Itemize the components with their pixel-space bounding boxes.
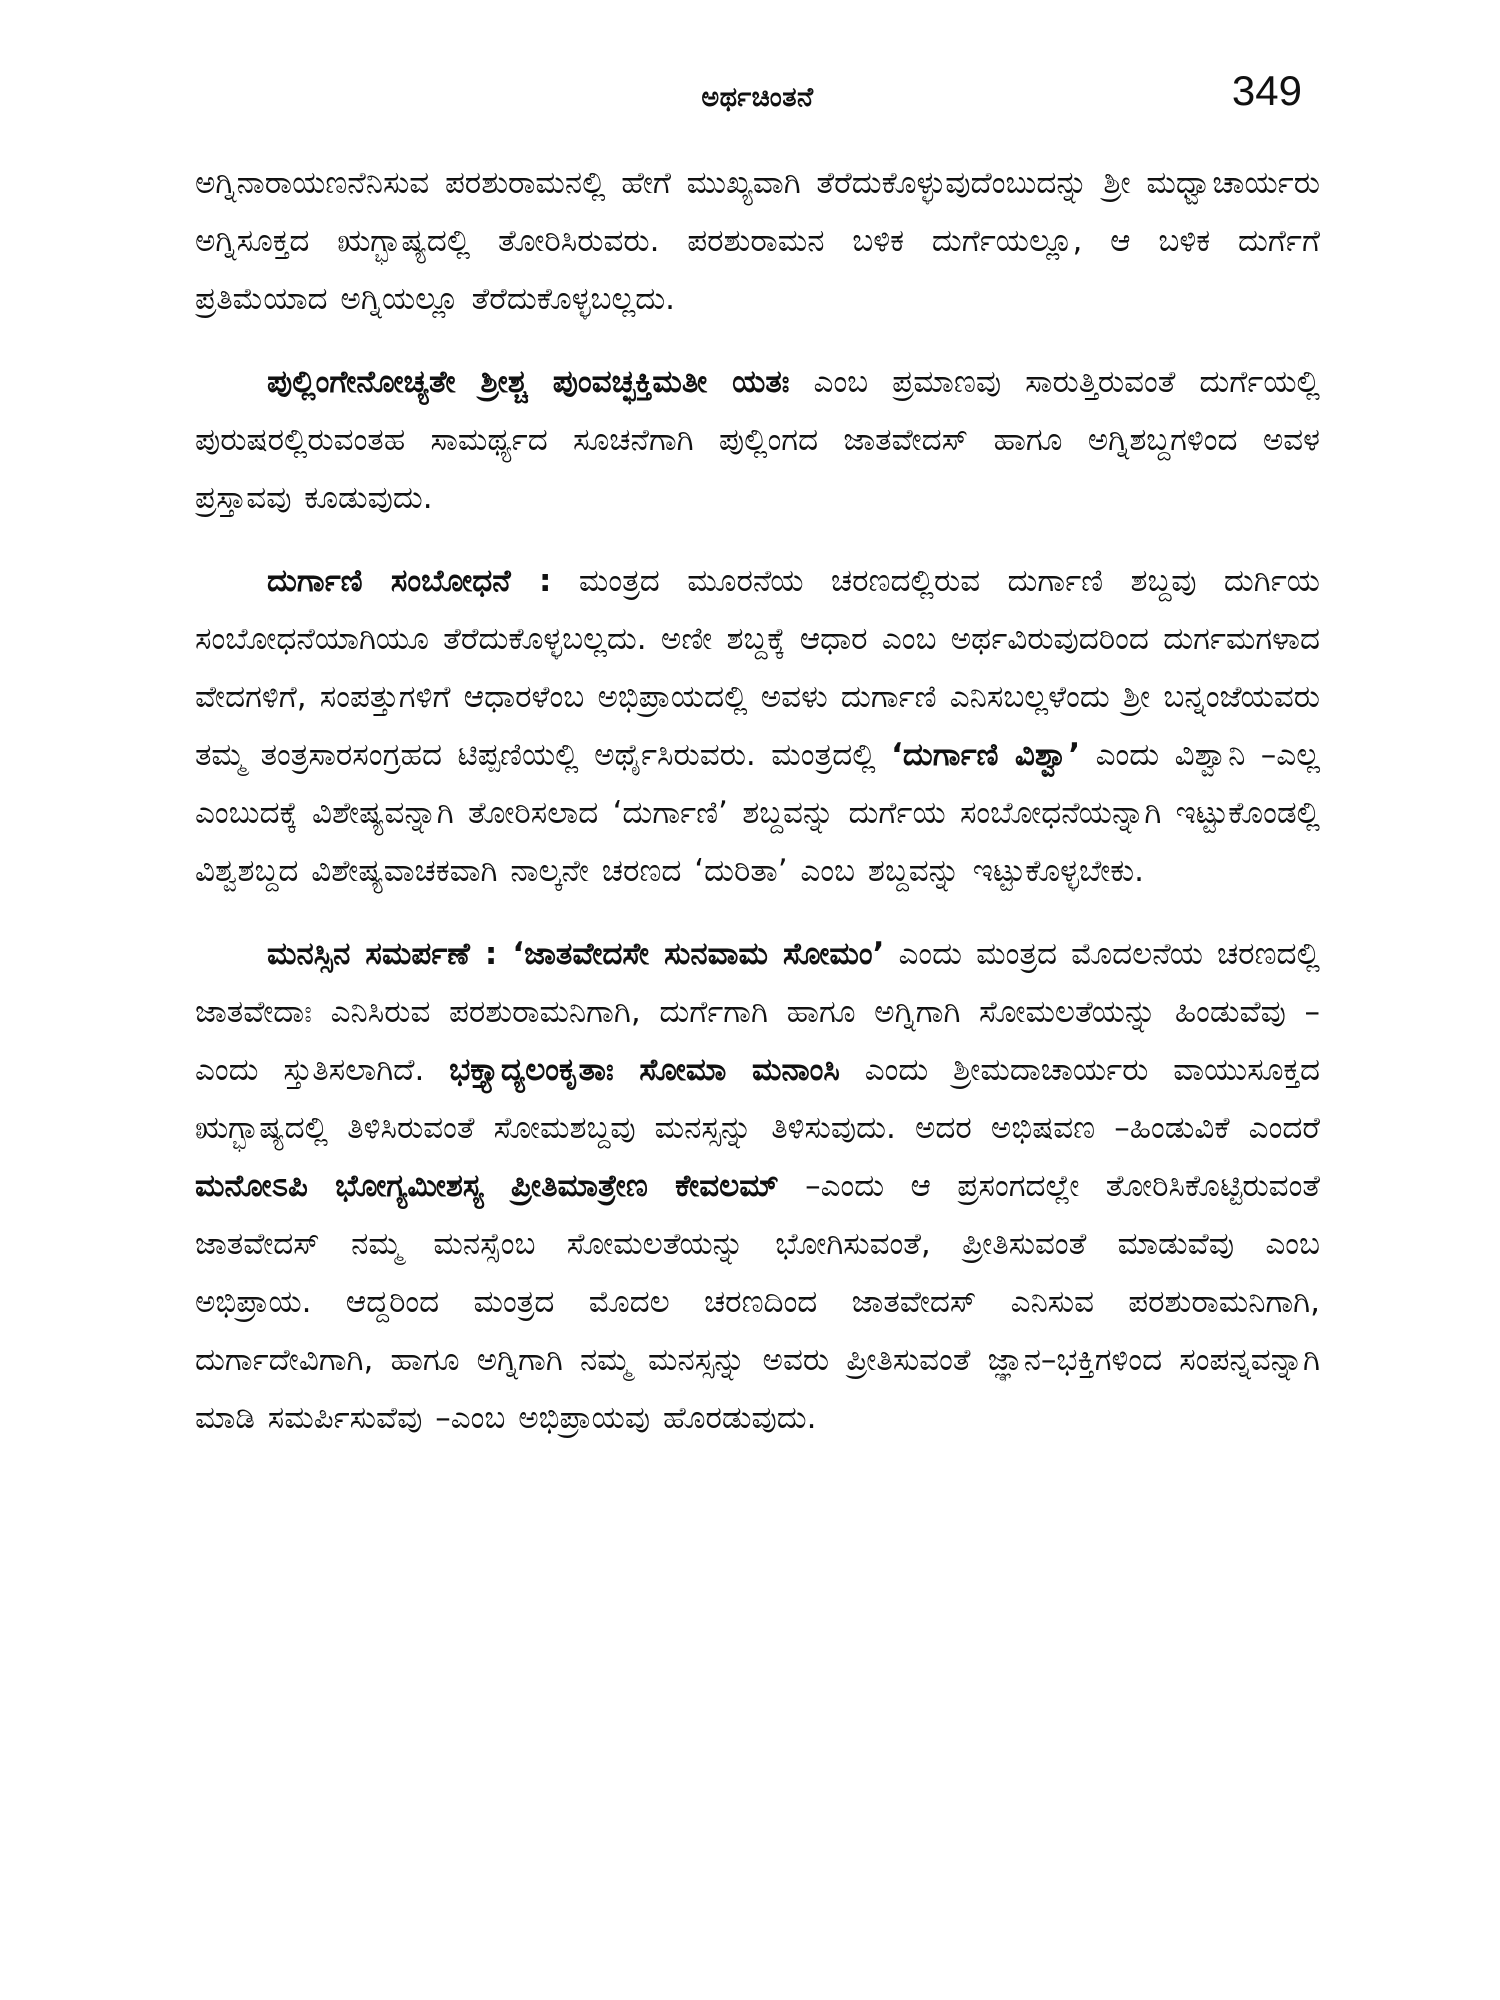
paragraph-4-text-3: –ಎಂದು ಆ ಪ್ರಸಂಗದಲ್ಲೇ ತೋರಿಸಿಕೊಟ್ಟಿರುವಂತೆ ಜಾತವೇದಸ್ ನಮ್ಮ ಮನಸ್ಸೆಂಬ ಸೋಮಲತೆಯನ್ನು ಭೋಗಿಸುವಂತೆ, ಪ್ರೀತಿಸುವಂತೆ ಮಾಡುವೆವು ಎಂಬ ಅಭಿಪ್ರಾಯ. ಆದ್ದರಿಂದ ಮಂತ್ರದ ಮೊದಲ ಚರಣದಿಂದ ಜಾತವೇದಸ್ ಎನಿಸುವ ಪರಶುರಾಮನಿಗಾಗಿ, ದುರ್ಗಾದೇವಿಗಾಗಿ, ಹಾಗೂ ಅಗ್ನಿಗಾಗಿ ನಮ್ಮ ಮನಸ್ಸನ್ನು ಅವರು ಪ್ರೀತಿಸುವಂತೆ ಜ್ಞಾನ–ಭಕ್ತಿಗಳಿಂದ ಸಂಪನ್ನವನ್ನಾಗಿ ಮಾಡಿ ಸಮರ್ಪಿಸುವೆವು –ಎಂಬ ಅಭಿಪ್ರಾಯವು ಹೊರಡುವುದು. xyxy=(195,1168,1320,1436)
paragraph-1 xyxy=(195,154,1320,328)
paragraph-2-text: ಎಂಬ ಪ್ರಮಾಣವು ಸಾರುತ್ತಿರುವಂತೆ ದುರ್ಗೆಯಲ್ಲಿ ಪುರುಷರಲ್ಲಿರುವಂತಹ ಸಾಮರ್ಥ್ಯದ ಸೂಚನೆಗಾಗಿ ಪುಲ್ಲಿಂಗದ ಜಾತವೇದಸ್ ಹಾಗೂ ಅಗ್ನಿಶಬ್ದಗಳಿಂದ ಅವಳ ಪ್ರಸ್ತಾವವು ಕೂಡುವುದು. xyxy=(195,364,1320,516)
paragraph-4-text-2: ಎಂದು ಶ್ರೀಮದಾಚಾರ್ಯರು ವಾಯುಸೂಕ್ತದ ಋಗ್ಭಾಷ್ಯದಲ್ಲಿ ತಿಳಿಸಿರುವಂತೆ ಸೋಮಶಬ್ದವು ಮನಸ್ಸನ್ನು ತಿಳಿಸುವುದು. ಅದರ ಅಭಿಷವಣ –ಹಿಂಡುವಿಕೆ ಎಂದರೆ xyxy=(195,1052,1320,1146)
page-header xyxy=(195,58,1320,128)
paragraph-4 xyxy=(195,925,1320,1447)
paragraph-3 xyxy=(195,552,1320,900)
paragraph-3-text-2: ಎಂದು ವಿಶ್ವಾನಿ –ಎಲ್ಲ ಎಂಬುದಕ್ಕೆ ವಿಶೇಷ್ಯವನ್ನಾಗಿ ತೋರಿಸಲಾದ ‘ದುರ್ಗಾಣಿ’ ಶಬ್ದವನ್ನು ದುರ್ಗೆಯ ಸಂಬೋಧನೆಯನ್ನಾಗಿ ಇಟ್ಟುಕೊಂಡಲ್ಲಿ ವಿಶ್ವಶಬ್ದದ ವಿಶೇಷ್ಯವಾಚಕವಾಗಿ ನಾಲ್ಕನೇ ಚರಣದ ‘ದುರಿತಾ’ ಎಂಬ ಶಬ್ದವನ್ನು ಇಟ್ಟುಕೊಳ್ಳಬೇಕು. xyxy=(195,737,1320,889)
paragraph-4-heading: ಮನಸ್ಸಿನ ಸಮರ್ಪಣೆ : ‘ಜಾತವೇದಸೇ ಸುನವಾಮ ಸೋಮಂ’ xyxy=(267,936,885,972)
document-page xyxy=(195,58,1320,1958)
paragraph-3-text-1: ಮಂತ್ರದ ಮೂರನೆಯ ಚರಣದಲ್ಲಿರುವ ದುರ್ಗಾಣಿ ಶಬ್ದವು ದುರ್ಗಿಯ ಸಂಬೋಧನೆಯಾಗಿಯೂ ತೆರೆದುಕೊಳ್ಳಬಲ್ಲದು. ಅಣೀ ಶಬ್ದಕ್ಕೆ ಆಧಾರ ಎಂಬ ಅರ್ಥವಿರುವುದರಿಂದ ದುರ್ಗಮಗಳಾದ ವೇದಗಳಿಗೆ, ಸಂಪತ್ತುಗಳಿಗೆ ಆಧಾರಳೆಂಬ ಅಭಿಪ್ರಾಯದಲ್ಲಿ ಅವಳು ದುರ್ಗಾಣಿ ಎನಿಸಬಲ್ಲಳೆಂದು ಶ್ರೀ ಬನ್ನಂಜೆಯವರು ತಮ್ಮ ತಂತ್ರಸಾರಸಂಗ್ರಹದ ಟಿಪ್ಪಣಿಯಲ್ಲಿ ಅರ್ಥೈಸಿರುವರು. ಮಂತ್ರದಲ್ಲಿ xyxy=(195,563,1321,773)
paragraph-2-bold-lead: ಪುಲ್ಲಿಂಗೇನೋಚ್ಯತೇ ಶ್ರೀಶ್ಚ ಪುಂವಚ್ಛಕ್ತಿಮತೀ ಯತಃ xyxy=(267,364,790,400)
paragraph-1-text: ಅಗ್ನಿನಾರಾಯಣನೆನಿಸುವ ಪರಶುರಾಮನಲ್ಲಿ ಹೇಗೆ ಮುಖ್ಯವಾಗಿ ತೆರೆದುಕೊಳ್ಳುವುದೆಂಬುದನ್ನು ಶ್ರೀ ಮಧ್ವಾಚಾರ್ಯರು ಅಗ್ನಿಸೂಕ್ತದ ಋಗ್ಭಾಷ್ಯದಲ್ಲಿ ತೋರಿಸಿರುವರು. ಪರಶುರಾಮನ ಬಳಿಕ ದುರ್ಗೆಯಲ್ಲೂ, ಆ ಬಳಿಕ ದುರ್ಗೆಗೆ ಪ್ರತಿಮೆಯಾದ ಅಗ್ನಿಯಲ್ಲೂ ತೆರೆದುಕೊಳ್ಳಬಲ್ಲದು. xyxy=(195,165,1320,317)
paragraph-4-bold-quote-1: ಭಕ್ತ್ಯಾದ್ಯಲಂಕೃತಾಃ ಸೋಮಾ ಮನಾಂಸಿ xyxy=(449,1052,840,1088)
paragraph-4-text-1: ಎಂದು ಮಂತ್ರದ ಮೊದಲನೆಯ ಚರಣದಲ್ಲಿ ಜಾತವೇದಾಃ ಎನಿಸಿರುವ ಪರಶುರಾಮನಿಗಾಗಿ, ದುರ್ಗೆಗಾಗಿ ಹಾಗೂ ಅಗ್ನಿಗಾಗಿ ಸೋಮಲತೆಯನ್ನು ಹಿಂಡುವೆವು –ಎಂದು ಸ್ತುತಿಸಲಾಗಿದೆ. xyxy=(195,936,1321,1088)
paragraph-2 xyxy=(195,353,1320,527)
paragraph-3-bold-quote: ‘ದುರ್ಗಾಣಿ ವಿಶ್ವಾ’ xyxy=(891,737,1081,773)
paragraph-4-bold-quote-2: ಮನೋಽಪಿ ಭೋಗ್ಯಮೀಶಸ್ಯ ಪ್ರೀತಿಮಾತ್ರೇಣ ಕೇವಲಮ್ xyxy=(195,1168,779,1204)
page-number: 349 xyxy=(1231,67,1302,114)
paragraph-3-heading: ದುರ್ಗಾಣಿ ಸಂಬೋಧನೆ : xyxy=(267,563,552,599)
running-title: ಅರ್ಥಚಿಂತನೆ xyxy=(701,82,814,113)
